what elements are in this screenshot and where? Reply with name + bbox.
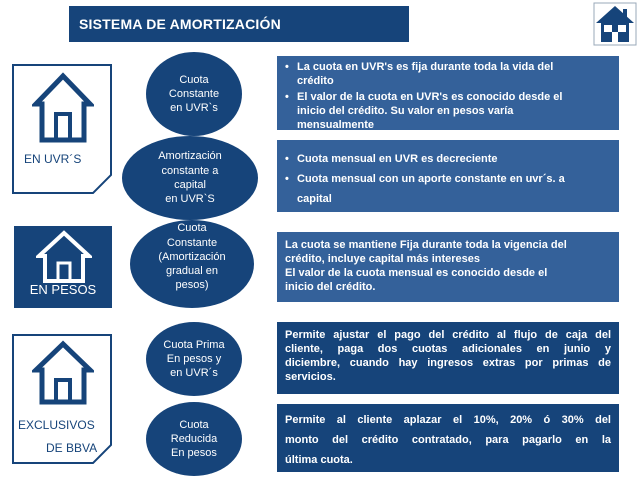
home-icon xyxy=(592,1,638,47)
section-label-uvr: EN UVR´S xyxy=(24,152,82,166)
house-icon xyxy=(32,72,94,144)
bubble-cuota-constante-uvr: Cuota Constante en UVR`s xyxy=(146,52,242,136)
section-label-bbva-2: DE BBVA xyxy=(46,441,98,455)
desc-bullet: • Cuota mensual en UVR es decreciente xyxy=(285,152,611,166)
bubble-cuota-prima: Cuota Prima En pesos y en UVR´s xyxy=(146,322,242,396)
page-title-text: SISTEMA DE AMORTIZACIÓN xyxy=(79,16,281,32)
desc-uvr-amortizacion xyxy=(277,140,619,212)
section-label-bbva-1: EXCLUSIVOS xyxy=(18,418,95,432)
bubble-amortizacion-constante: Amortización constante a capital en UVR`S xyxy=(122,136,258,220)
desc-pesos: La cuota se mantiene Fija durante toda la vigencia del crédito, incluye capital más intereses El valor de la cuota mensual es conocido desde el inicio del crédito. xyxy=(277,232,619,302)
section-card-uvr xyxy=(12,64,112,194)
bubble-cuota-reducida: Cuota Reducida En pesos xyxy=(146,402,242,476)
desc-cuota-prima: Permite ajustar el pago del crédito al flujo de caja del cliente, paga dos cuotas adicionales en junio y diciembre, cuando hay ingresos extras por primas de servicios. xyxy=(277,322,619,394)
desc-bullet: • Cuota mensual con un aporte constante en uvr´s. a capital xyxy=(285,172,611,206)
section-label-pesos: EN PESOS xyxy=(29,282,97,297)
house-icon xyxy=(36,230,92,284)
desc-cuota-reducida: Permite al cliente aplazar el 10%, 20% ó 30% del monto del crédito contratado, para pagarlo en la última cuota. xyxy=(277,404,619,472)
desc-bullet: • El valor de la cuota en UVR's es conocido desde el inicio del crédito. Su valor en pesos varía mensualmente xyxy=(285,90,611,132)
page-title xyxy=(69,6,409,42)
house-icon xyxy=(32,340,94,406)
desc-uvr-constante xyxy=(277,56,619,130)
page-fold-icon xyxy=(92,174,112,194)
bubble-cuota-constante-pesos: Cuota Constante (Amortización gradual en pesos) xyxy=(130,220,254,308)
desc-bullet: • La cuota en UVR's es fija durante toda la vida del crédito xyxy=(285,60,611,88)
